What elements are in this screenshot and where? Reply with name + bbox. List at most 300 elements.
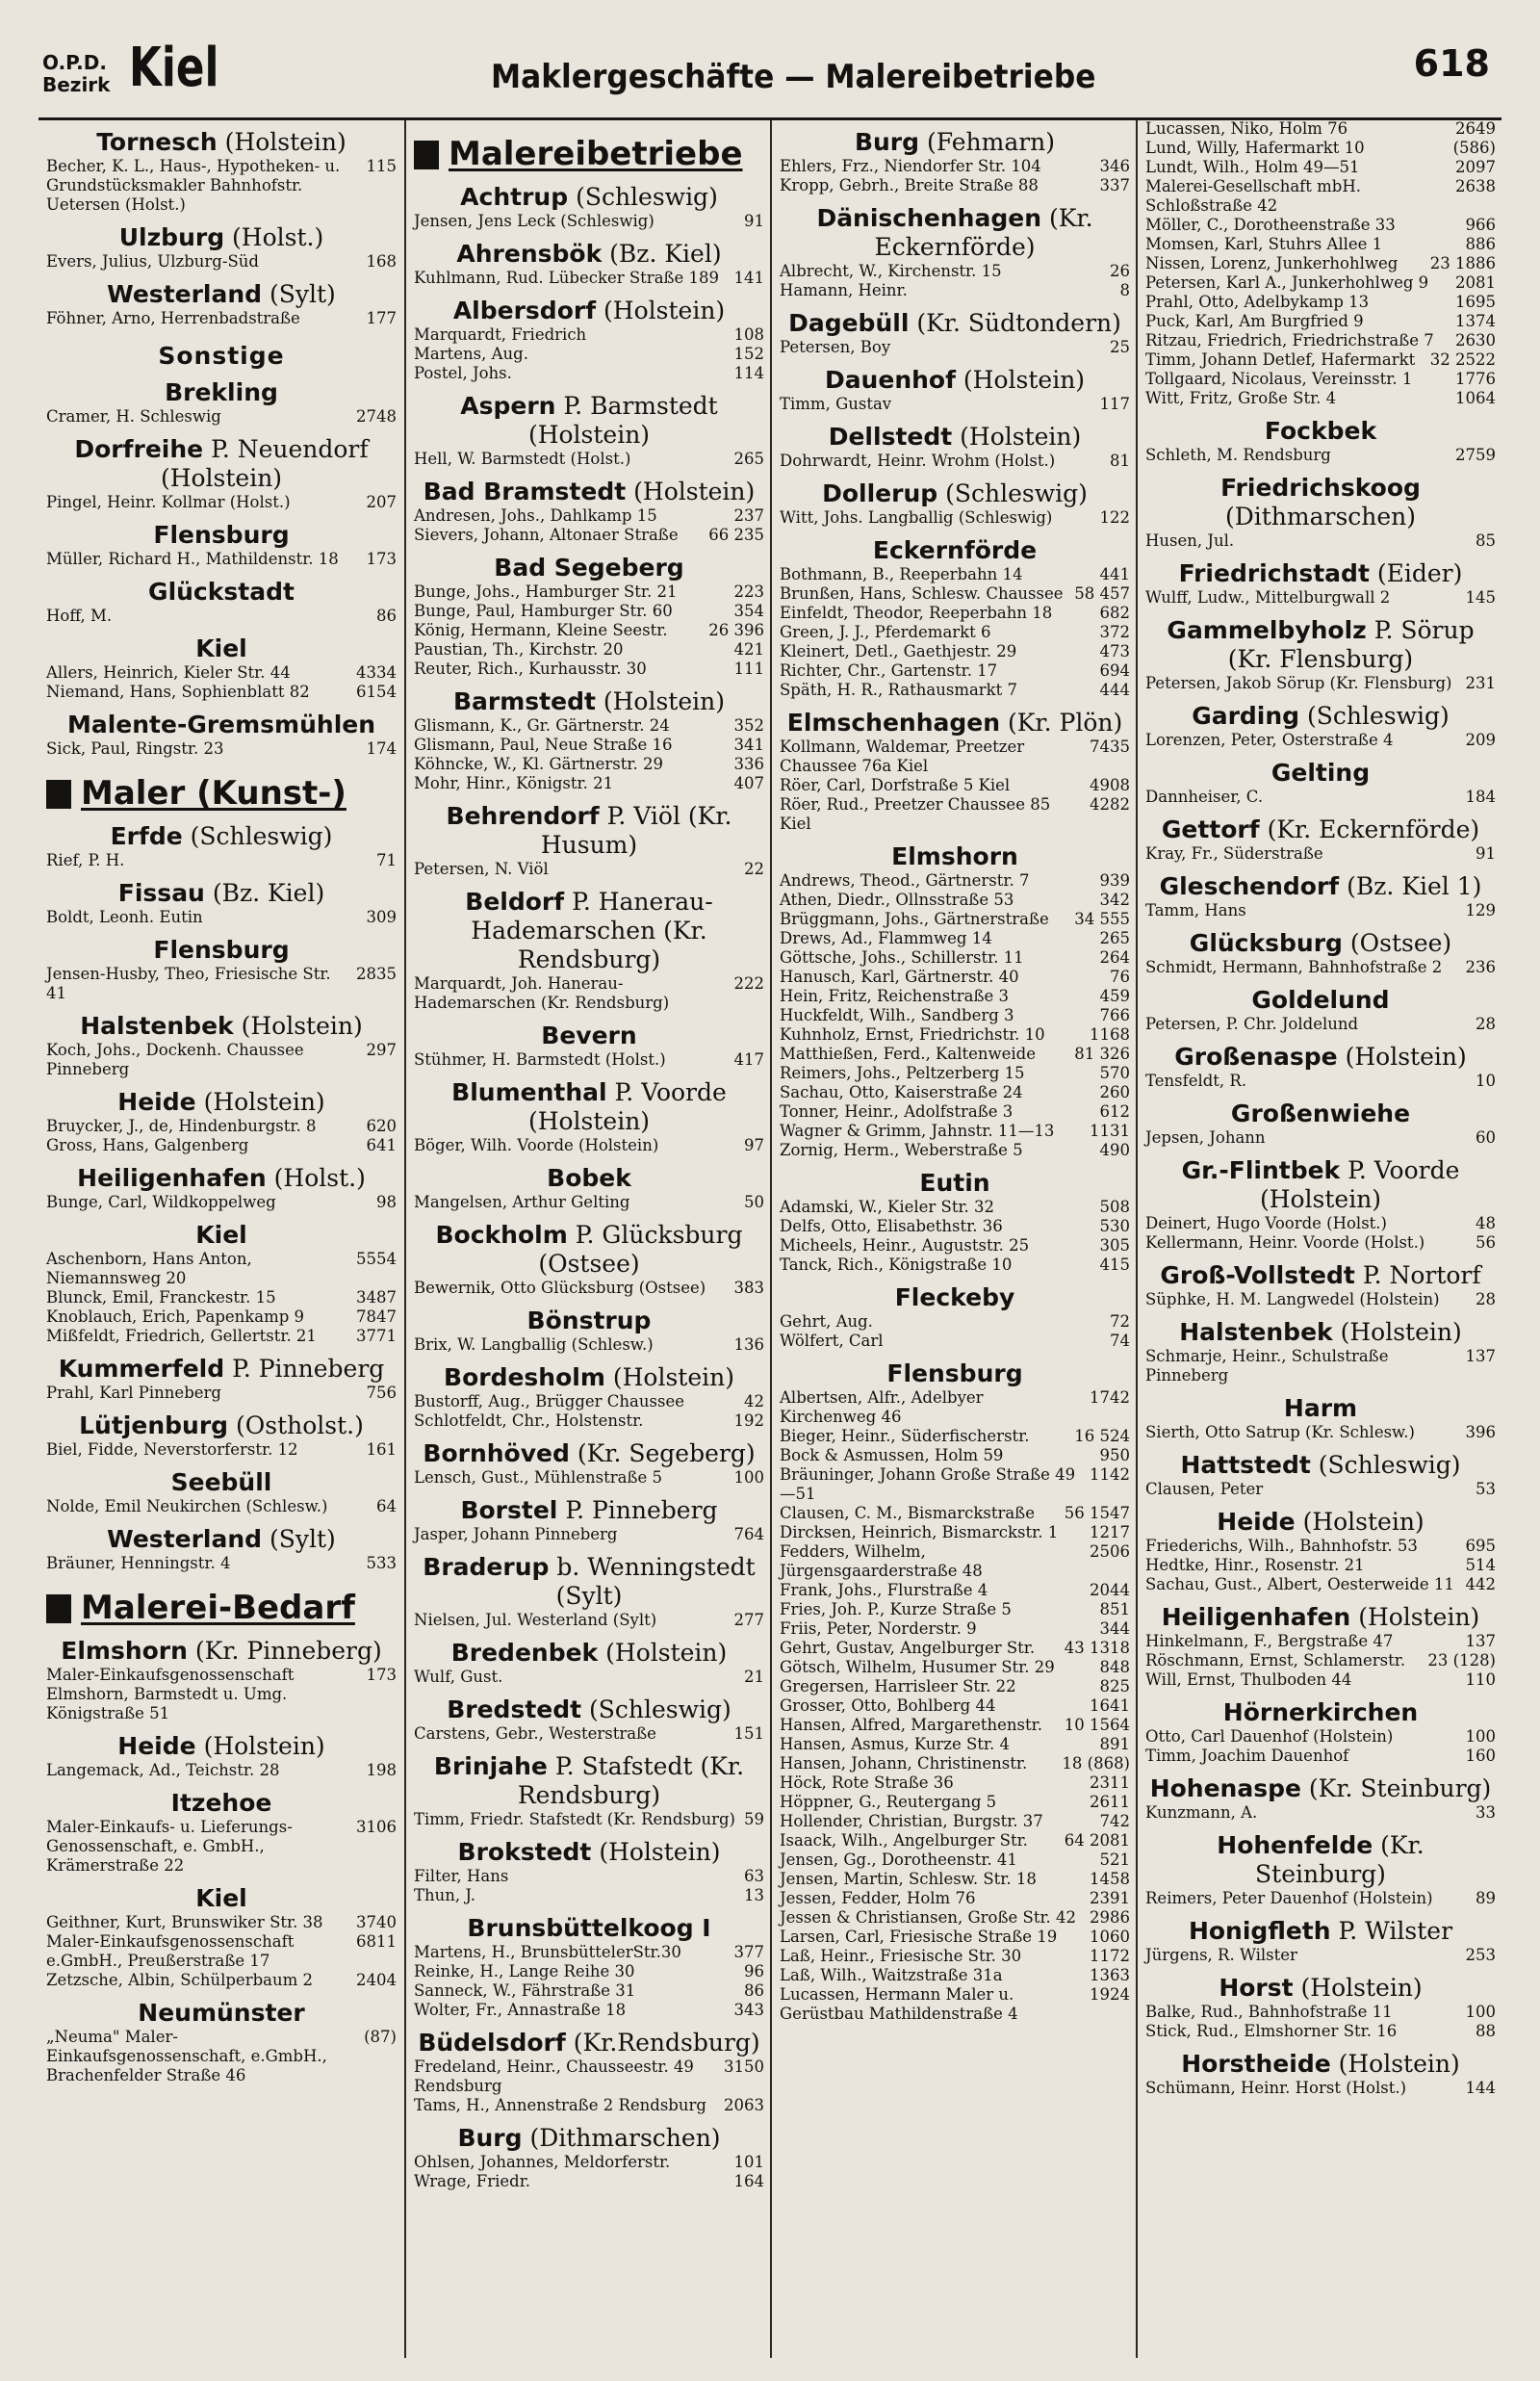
entry-name: Evers, Julius, Ulzburg-Süd <box>46 252 259 271</box>
phone-number: 342 <box>1099 891 1130 909</box>
directory-entry <box>780 1793 1130 1812</box>
phone-number: 2081 <box>1455 273 1496 292</box>
phone-number: 122 <box>1099 508 1130 527</box>
phone-number: 377 <box>733 1943 764 1961</box>
opd-label: O.P.D. <box>42 51 107 74</box>
place-qualifier: (Bz. Kiel 1) <box>1347 872 1482 900</box>
entry-name: Reimers, Johs., Peltzerberg 15 <box>780 1064 1025 1082</box>
place-heading <box>414 888 764 974</box>
phone-number: 63 <box>744 1867 764 1885</box>
place-qualifier: (Holstein) <box>960 423 1082 451</box>
page-header <box>38 35 1502 120</box>
entry-name: Timm, Joachim Dauenhof <box>1145 1747 1349 1765</box>
directory-entry <box>780 584 1130 604</box>
phone-number: 354 <box>733 602 764 620</box>
phone-number: 695 <box>1465 1537 1496 1555</box>
phone-number: 33 <box>1476 1803 1496 1822</box>
phone-number: 10 <box>1476 1072 1496 1090</box>
directory-entry <box>414 1611 764 1630</box>
place-qualifier: (Kr. Südtondern) <box>916 309 1121 337</box>
place-name: Brunsbüttelkoog I <box>467 1914 711 1942</box>
place-name: Brekling <box>165 378 278 406</box>
place-heading <box>1145 1394 1496 1423</box>
entry-name: Kunzmann, A. <box>1145 1803 1258 1822</box>
entry-name: Bothmann, B., Reeperbahn 14 <box>780 565 1023 583</box>
directory-entry <box>780 1735 1130 1754</box>
place-heading <box>46 1525 397 1554</box>
phone-number: 7435 <box>1090 738 1130 756</box>
directory-entry <box>46 1761 397 1780</box>
directory-entry <box>780 1332 1130 1351</box>
phone-number: 137 <box>1465 1347 1496 1365</box>
place-name: Heiligenhafen <box>1161 1603 1351 1631</box>
entry-name: Martens, Aug. <box>414 345 528 363</box>
phone-number: 174 <box>366 739 397 758</box>
directory-entry <box>780 1581 1130 1600</box>
entry-name: Jensen, Martin, Schlesw. Str. 18 <box>780 1870 1037 1888</box>
phone-number: 34 555 <box>1074 910 1130 928</box>
phone-number: 10 1564 <box>1064 1716 1130 1734</box>
entry-name: Marquardt, Friedrich <box>414 325 587 344</box>
phone-number: 173 <box>366 1666 397 1684</box>
directory-entry <box>780 1025 1130 1045</box>
place-heading <box>414 554 764 582</box>
place-name: Braderup <box>423 1553 550 1581</box>
phone-number: 96 <box>744 1962 764 1980</box>
phone-number: 160 <box>1465 1747 1496 1765</box>
entry-name: Wulff, Ludw., Mittelburgwall 2 <box>1145 588 1391 607</box>
entry-name: Jensen, Jens Leck (Schleswig) <box>414 212 654 230</box>
entry-name: Balke, Rud., Bahnhofstraße 11 <box>1145 2003 1393 2021</box>
directory-entry <box>780 1928 1130 1947</box>
phone-number: 28 <box>1476 1015 1496 1033</box>
phone-number: 2506 <box>1090 1542 1130 1561</box>
directory-entry <box>46 683 397 702</box>
directory-entry <box>414 212 764 231</box>
directory-entry <box>1145 350 1496 370</box>
place-qualifier: (Holstein) <box>224 128 346 156</box>
directory-entry <box>1145 446 1496 465</box>
phone-number: 2986 <box>1090 1908 1130 1927</box>
phone-number: 1168 <box>1090 1025 1130 1044</box>
directory-entry <box>1145 139 1496 158</box>
entry-name: Röer, Rud., Preetzer Chaussee 85 Kiel <box>780 795 1051 833</box>
place-qualifier: (Schleswig) <box>190 822 333 850</box>
phone-number: 137 <box>1465 1632 1496 1650</box>
directory-entry <box>1145 389 1496 408</box>
place-name: Tornesch <box>96 128 218 156</box>
place-heading <box>414 1363 764 1392</box>
directory-entry <box>1145 235 1496 254</box>
entry-name: Einfeldt, Theodor, Reeperbahn 18 <box>780 604 1053 622</box>
place-heading <box>780 1169 1130 1198</box>
place-name: Fockbek <box>1264 417 1377 445</box>
directory-entry <box>46 1041 397 1079</box>
directory-entry <box>780 1658 1130 1677</box>
phone-number: 16 524 <box>1074 1427 1130 1445</box>
place-name: Eckernförde <box>872 536 1038 564</box>
directory-entry <box>780 1812 1130 1831</box>
directory-entry <box>780 1064 1130 1083</box>
phone-number: 100 <box>733 1468 764 1487</box>
entry-name: Nielsen, Jul. Westerland (Sylt) <box>414 1611 657 1629</box>
place-name: Bevern <box>541 1022 637 1049</box>
phone-number: 64 <box>376 1497 397 1515</box>
directory-entry <box>780 1045 1130 1064</box>
entry-name: Andrews, Theod., Gärtnerstr. 7 <box>780 871 1030 890</box>
directory-entry <box>1145 1946 1496 1965</box>
directory-entry <box>46 1193 397 1212</box>
entry-name: Carstens, Gebr., Westerstraße <box>414 1724 656 1743</box>
directory-entry <box>414 1335 764 1355</box>
phone-number: 21 <box>744 1668 764 1686</box>
phone-number: 336 <box>733 755 764 773</box>
phone-number: 28 <box>1476 1290 1496 1308</box>
place-name: Borstel <box>460 1496 558 1524</box>
place-heading <box>46 879 397 908</box>
place-name: Behrendorf <box>446 802 600 830</box>
directory-entry <box>780 1639 1130 1658</box>
directory-entry <box>1145 1575 1496 1594</box>
place-heading <box>780 1283 1130 1312</box>
entry-name: Allers, Heinrich, Kieler Str. 44 <box>46 663 291 682</box>
directory-entry <box>1145 177 1496 216</box>
directory-entry <box>46 965 397 1003</box>
place-name: Gelting <box>1270 759 1371 787</box>
entry-name: Fedders, Wilhelm, Jürgensgaarderstraße 48 <box>780 1542 983 1580</box>
phone-number: 459 <box>1099 987 1130 1005</box>
place-heading <box>1145 986 1496 1015</box>
place-qualifier: (Kr. Eckernförde) <box>1267 815 1480 843</box>
column-content <box>46 128 397 2085</box>
directory-entry <box>414 2153 764 2172</box>
column-1 <box>38 119 404 2358</box>
phone-number: 74 <box>1110 1332 1130 1350</box>
place-heading <box>46 1355 397 1384</box>
directory-entry <box>414 860 764 879</box>
phone-number: 25 <box>1110 338 1130 356</box>
entry-name: Fries, Joh. P., Kurze Straße 5 <box>780 1600 1012 1618</box>
entry-name: Jürgens, R. Wilster <box>1145 1946 1297 1964</box>
phone-number: (586) <box>1452 139 1496 157</box>
place-name: Ahrensbök <box>456 240 603 268</box>
phone-number: 530 <box>1099 1217 1130 1235</box>
entry-name: Dohrwardt, Heinr. Wrohm (Holst.) <box>780 452 1056 470</box>
directory-entry <box>780 929 1130 948</box>
entry-name: Petersen, Karl A., Junkerhohlweg 9 <box>1145 273 1429 292</box>
place-heading <box>780 423 1130 452</box>
directory-entry <box>414 716 764 736</box>
directory-entry <box>414 506 764 526</box>
directory-entry <box>414 1962 764 1981</box>
phone-number: 344 <box>1099 1619 1130 1638</box>
section-marker <box>46 780 71 809</box>
directory-entry <box>780 338 1130 357</box>
directory-entry <box>780 642 1130 661</box>
directory-entry <box>1145 1747 1496 1766</box>
phone-number: 100 <box>1465 1727 1496 1746</box>
place-heading <box>46 822 397 851</box>
directory-entry <box>780 1255 1130 1275</box>
directory-entry <box>780 891 1130 910</box>
entry-name: Jensen-Husby, Theo, Friesische Str. 41 <box>46 965 331 1002</box>
directory-entry <box>1145 1423 1496 1442</box>
place-heading <box>414 1695 764 1724</box>
entry-name: Köhncke, W., Kl. Gärtnerstr. 29 <box>414 755 663 773</box>
directory-entry <box>1145 731 1496 750</box>
phone-number: 129 <box>1465 901 1496 919</box>
entry-name: Kollmann, Waldemar, Preetzer Chaussee 76a Kiel <box>780 738 1025 775</box>
place-qualifier: (Kr. Segeberg) <box>577 1439 756 1467</box>
place-qualifier: P. Voorde (Holstein) <box>527 1078 727 1135</box>
page-number: 618 <box>1413 42 1490 85</box>
place-heading <box>414 1496 764 1525</box>
entry-name: Brix, W. Langballig (Schlesw.) <box>414 1335 654 1354</box>
directory-entry <box>780 776 1130 795</box>
directory-entry <box>780 623 1130 642</box>
column-4 <box>1136 119 1502 2358</box>
place-name: Kiel <box>195 1884 247 1912</box>
phone-number: 145 <box>1465 588 1496 607</box>
entry-name: Petersen, N. Viöl <box>414 860 549 878</box>
directory-entry <box>780 1870 1130 1889</box>
place-qualifier: (Holstein) <box>612 1363 734 1391</box>
entry-name: Höppner, G., Reutergang 5 <box>780 1793 997 1811</box>
directory-entry <box>46 1136 397 1155</box>
entry-name: Green, J. J., Pferdemarkt 6 <box>780 623 991 641</box>
place-name: Fleckeby <box>894 1283 1015 1311</box>
place-qualifier: P. Neuendorf (Holstein) <box>160 435 369 492</box>
phone-number: 2835 <box>356 965 397 983</box>
place-name: Hattstedt <box>1180 1451 1311 1479</box>
place-name: Barmstedt <box>452 687 596 715</box>
place-qualifier: (Kr. Plön) <box>1007 709 1123 737</box>
place-heading <box>46 1789 397 1818</box>
place-heading <box>414 1307 764 1335</box>
phone-number: 851 <box>1099 1600 1130 1618</box>
entry-name: Tonner, Heinr., Adolfstraße 3 <box>780 1102 1014 1121</box>
entry-name: Jepsen, Johann <box>1145 1128 1266 1147</box>
phone-number: 72 <box>1110 1312 1130 1331</box>
phone-number: 91 <box>1476 844 1496 863</box>
phone-number: 223 <box>733 582 764 601</box>
entry-name: Andresen, Johs., Dahlkamp 15 <box>414 506 657 525</box>
phone-number: 742 <box>1099 1812 1130 1830</box>
place-heading <box>780 128 1130 157</box>
phone-number: 85 <box>1476 531 1496 550</box>
place-name: Großenaspe <box>1174 1043 1338 1071</box>
place-qualifier: (Holstein) <box>203 1088 325 1116</box>
place-heading <box>780 204 1130 262</box>
place-qualifier: (Holstein) <box>1358 1603 1480 1631</box>
phone-number: 682 <box>1099 604 1130 622</box>
place-name: Brinjahe <box>433 1752 548 1780</box>
place-heading <box>46 578 397 607</box>
entry-name: Larsen, Carl, Friesische Straße 19 <box>780 1928 1058 1946</box>
phone-number: 43 1318 <box>1064 1639 1130 1657</box>
entry-name: Gehrt, Aug. <box>780 1312 873 1331</box>
place-heading <box>1145 815 1496 844</box>
directory-entry <box>414 621 764 640</box>
place-name: Kiel <box>195 634 247 662</box>
directory-entry <box>1145 119 1496 139</box>
directory-entry <box>1145 254 1496 273</box>
place-name: Großenwiehe <box>1230 1100 1411 1127</box>
directory-entry <box>46 157 397 215</box>
directory-entry <box>780 1236 1130 1255</box>
phone-number: 184 <box>1465 788 1496 806</box>
entry-name: Petersen, Boy <box>780 338 891 356</box>
place-heading <box>414 392 764 450</box>
phone-number: 88 <box>1476 2022 1496 2040</box>
district-label <box>42 52 110 96</box>
section-title: Malerei-Bedarf <box>81 1589 355 1627</box>
phone-number: 108 <box>733 325 764 344</box>
phone-number: 309 <box>366 908 397 926</box>
entry-name: Hoff, M. <box>46 607 113 625</box>
place-name: Heiligenhafen <box>77 1164 267 1192</box>
entry-name: Fredeland, Heinr., Chausseestr. 49 Rendsburg <box>414 2057 694 2095</box>
place-heading <box>1145 1043 1496 1072</box>
entry-name: Marquardt, Joh. Hanerau-Hademarschen (Kr. Rendsburg) <box>414 974 670 1012</box>
entry-name: Laß, Wilh., Waitzstraße 31a <box>780 1966 1003 1984</box>
directory-entry <box>414 755 764 774</box>
phone-number: 23 (128) <box>1427 1651 1496 1669</box>
place-qualifier: (Dithmarschen) <box>529 2124 721 2152</box>
place-qualifier: (Kr. Steinburg) <box>1255 1831 1424 1888</box>
phone-number: 4908 <box>1090 776 1130 794</box>
place-name: Goldelund <box>1251 986 1390 1014</box>
directory-entry <box>46 1913 397 1932</box>
entry-name: Bock & Asmussen, Holm 59 <box>780 1446 1004 1464</box>
phone-number: 641 <box>366 1136 397 1154</box>
place-name: Albersdorf <box>452 297 597 324</box>
phone-number: 97 <box>744 1136 764 1154</box>
place-name: Heide <box>117 1732 196 1760</box>
place-qualifier: (Ostholst.) <box>236 1411 364 1439</box>
entry-name: Matthießen, Ferd., Kaltenweide <box>780 1045 1037 1063</box>
place-qualifier: P. Voorde (Holstein) <box>1259 1156 1460 1213</box>
entry-name: Lorenzen, Peter, Osterstraße 4 <box>1145 731 1394 749</box>
entry-name: Götsch, Wilhelm, Husumer Str. 29 <box>780 1658 1055 1676</box>
directory-entry <box>46 1327 397 1346</box>
place-heading <box>414 1221 764 1279</box>
place-heading <box>1145 616 1496 674</box>
place-name: Groß-Vollstedt <box>1160 1261 1355 1289</box>
place-heading <box>1145 929 1496 958</box>
entry-name: Delfs, Otto, Elisabethstr. 36 <box>780 1217 1003 1235</box>
phone-number: 1374 <box>1455 312 1496 330</box>
phone-number: 56 <box>1476 1233 1496 1252</box>
directory-entry <box>1145 1233 1496 1253</box>
phone-number: 136 <box>733 1335 764 1354</box>
place-heading <box>414 2029 764 2057</box>
entry-name: Laß, Heinr., Friesische Str. 30 <box>780 1947 1022 1965</box>
entry-name: Prahl, Karl Pinneberg <box>46 1384 221 1402</box>
directory-entry <box>780 1716 1130 1735</box>
entry-name: Stick, Rud., Elmshorner Str. 16 <box>1145 2022 1398 2040</box>
directory-entry <box>414 602 764 621</box>
place-name: Heide <box>1217 1508 1296 1536</box>
directory-entry <box>1145 1803 1496 1823</box>
entry-name: Kuhnholz, Ernst, Friedrichstr. 10 <box>780 1025 1045 1044</box>
place-heading <box>1145 1974 1496 2003</box>
entry-name: Nolde, Emil Neukirchen (Schlesw.) <box>46 1497 328 1515</box>
directory-entry <box>414 1279 764 1298</box>
section-heading <box>46 774 397 813</box>
entry-name: Boldt, Leonh. Eutin <box>46 908 203 926</box>
directory-entry <box>780 1947 1130 1966</box>
entry-name: Puck, Karl, Am Burgfried 9 <box>1145 312 1364 330</box>
phone-number: 407 <box>733 774 764 792</box>
place-name: Bredstedt <box>447 1695 582 1723</box>
directory-entry <box>46 2028 397 2085</box>
directory-entry <box>414 2057 764 2096</box>
place-heading <box>46 435 397 493</box>
place-name: Bockholm <box>435 1221 568 1249</box>
place-name: Büdelsdorf <box>418 2029 566 2057</box>
entry-name: Adamski, W., Kieler Str. 32 <box>780 1198 995 1216</box>
phone-number: 2748 <box>356 407 397 426</box>
phone-number: 60 <box>1476 1128 1496 1147</box>
place-qualifier: (Fehmarn) <box>926 128 1056 156</box>
entry-name: Hedtke, Hinr., Rosenstr. 21 <box>1145 1556 1365 1574</box>
entry-name: Tollgaard, Nicolaus, Vereinsstr. 1 <box>1145 370 1413 388</box>
entry-name: Sick, Paul, Ringstr. 23 <box>46 739 224 758</box>
directory-entry <box>46 550 397 569</box>
phone-number: 152 <box>733 345 764 363</box>
page-title: Maklergeschäfte — Malereibetriebe <box>491 58 1096 96</box>
phone-number: 53 <box>1476 1480 1496 1498</box>
place-heading <box>780 479 1130 508</box>
place-heading <box>414 1439 764 1468</box>
directory-entry <box>414 640 764 660</box>
entry-name: Hein, Fritz, Reichenstraße 3 <box>780 987 1010 1005</box>
directory-entry <box>46 663 397 683</box>
entry-name: Glismann, K., Gr. Gärtnerstr. 24 <box>414 716 670 735</box>
place-name: Bobek <box>547 1164 631 1192</box>
directory-entry <box>780 1446 1130 1465</box>
entry-name: Maler-Einkaufs- u. Lieferungs-Genossenschaft, e. GmbH., Krämerstraße 22 <box>46 1818 293 1875</box>
place-name: Bordesholm <box>444 1363 605 1391</box>
entry-name: Pingel, Heinr. Kollmar (Holst.) <box>46 493 291 511</box>
place-name: Dauenhof <box>824 366 956 394</box>
place-qualifier: P. Stafstedt (Kr. Rendsburg) <box>517 1752 745 1809</box>
directory-entry <box>780 910 1130 929</box>
directory-entry <box>46 1818 397 1876</box>
directory-entry <box>780 604 1130 623</box>
directory-entry <box>1145 1651 1496 1670</box>
place-heading <box>414 183 764 212</box>
directory-entry <box>46 1932 397 1971</box>
entry-name: Maler-Einkaufsgenossenschaft Elmshorn, Barmstedt u. Umg. Königstraße 51 <box>46 1666 295 1722</box>
directory-entry <box>46 1117 397 1136</box>
phone-number: 81 <box>1110 452 1130 470</box>
directory-entry <box>780 661 1130 681</box>
place-heading <box>46 936 397 965</box>
entry-name: Timm, Johann Detlef, Hafermarkt <box>1145 350 1416 369</box>
directory-entry <box>414 1193 764 1212</box>
entry-name: Höck, Rote Straße 36 <box>780 1773 954 1792</box>
directory-entry <box>780 1850 1130 1870</box>
place-name: Heide <box>117 1088 196 1116</box>
phone-number: 2391 <box>1090 1889 1130 1907</box>
directory-entry <box>46 851 397 870</box>
entry-name: Drews, Ad., Flammweg 14 <box>780 929 992 947</box>
directory-entry <box>1145 1214 1496 1233</box>
place-name: Bad Bramstedt <box>423 478 627 505</box>
entry-name: Paustian, Th., Kirchstr. 20 <box>414 640 624 659</box>
